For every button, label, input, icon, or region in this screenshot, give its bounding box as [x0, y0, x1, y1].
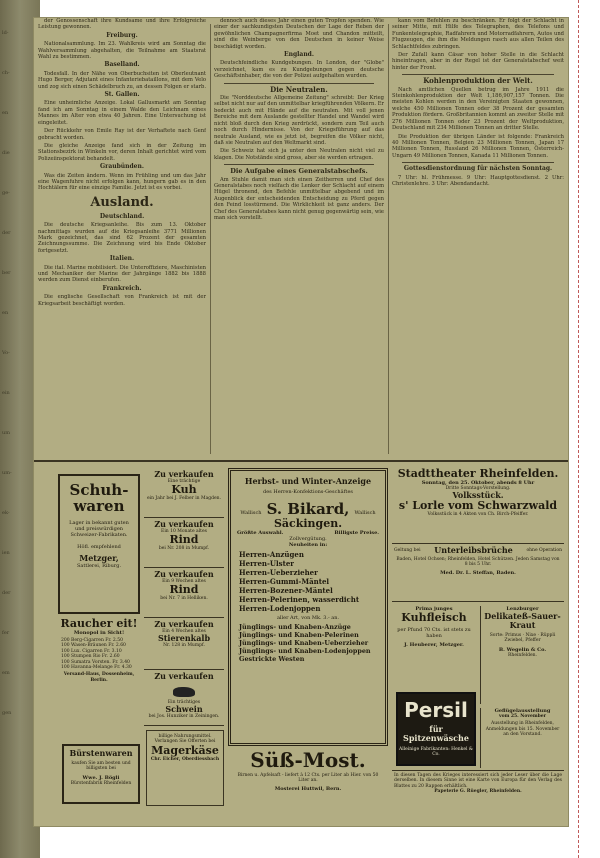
product-line: Herren-Gummi-Mäntel [239, 577, 330, 586]
paragraph: Der Rückkehr von Emile Ray ist der Verhaftete nach Genf gebracht worden. [38, 128, 206, 141]
product-line: Herren-Ueberzieher [239, 568, 318, 577]
margin-fragment: ch- [2, 70, 10, 76]
price-line: 100 Havanna-Melange Fr. 4.30 [61, 665, 132, 671]
ad-body: Ein trächtiges [167, 700, 201, 705]
ad-title: Bürstenwaren [69, 748, 133, 758]
ad-name: J. Heuberer, Metzger. [404, 642, 464, 648]
ad-genre: Volksstück. [452, 490, 504, 501]
paragraph: Die gleiche Anzeige fand sich in der Zeitung im Stationsbezirk in Winkeln vor, deren Inhalt gerichtet wird vom Polizeiinspektorat behandelt. [38, 142, 206, 162]
ad-body: Lager in bekannt guten und preiswürdigen Schweizer-Fabrikaten. [69, 520, 129, 538]
product-line: Jünglings- und Knaben-Pelerinen [239, 631, 359, 639]
ad-play: s' Lorle vom Schwarzwald [398, 499, 558, 513]
ad-rind-1 [144, 520, 224, 568]
ad-subtitle: vom 25. November [498, 714, 547, 719]
product-line: Gestrickte Westen [239, 655, 305, 663]
advertisement-section [34, 460, 568, 826]
product-line: Herren-Lodenjoppen [239, 604, 321, 613]
ad-address: Bürstenfabrik Rheinfelden [70, 780, 132, 786]
ad-text: Geltung bei [394, 547, 421, 553]
margin-fragment: em [2, 670, 10, 676]
ad-text: Neuheiten in: [288, 542, 328, 548]
paragraph: kann vom Befehlen zu beschränken. Er folgt der Schlacht in seiner Mitte, mit Hilfe des Telegraphen, des Telefons und Funkentelegraphie, Radfahrern und Motorradfahrern, Autos und Flugzeugen, die ihm die Meldungen rasch aus allen Teilen des Schlachtfeldes zubringen. [392, 18, 564, 50]
ad-kuhfleisch [392, 606, 476, 688]
ad-subtitle: Monopol in Sicht! [73, 630, 125, 636]
ad-date: Sonntag, den 25. Oktober, abends 8 Uhr [421, 480, 535, 486]
price-line: 200 Berg-Cigarren Fr. 2.50 [61, 638, 123, 643]
ad-title: Zu verkaufen [154, 520, 214, 529]
column-rule [388, 24, 389, 454]
ad-body: bei Nr. 7 in Helliken. [160, 596, 208, 602]
section-heading: Deutschland. [99, 212, 145, 220]
ad-title: Süß-Most. [250, 750, 366, 772]
section-heading: Italien. [109, 255, 135, 263]
article-column-2 [214, 18, 384, 458]
section-heading: St. Gallen. [104, 91, 140, 99]
divider [402, 74, 554, 75]
margin-fragment: ber [2, 270, 11, 276]
paragraph: 7 Uhr: hl. Frühmesse. 9 Uhr: Hauptgottesdienst. 2 Uhr: Christenlehre. 3 Uhr: Abendandacht. [392, 174, 564, 187]
ad-body: Birnen u. Apfelsaft - liefert à 12 Cts. per Liter ab Hier. von 50 Liter an. [237, 773, 379, 784]
section-title-ausland: Ausland. [90, 194, 154, 210]
ad-gefluegel [480, 708, 564, 768]
ad-price: aller Art, von Mk. 3.- an. [276, 615, 340, 621]
margin-fragment: fer [2, 630, 10, 636]
ad-name: Med. Dr. L. Steffan, Baden. [440, 569, 516, 576]
ad-text: ohne Operation [526, 547, 562, 553]
ad-landkarte [392, 770, 564, 810]
ad-text: Prima junges [415, 606, 453, 612]
product-line: Herren-Ulster [239, 559, 294, 568]
product-line: Jünglings- und Knaben-Anzüge [239, 623, 351, 631]
margin-fragment: ein [2, 390, 10, 396]
section-heading: Baselland. [104, 61, 140, 69]
margin-fragment: ek- [2, 510, 10, 516]
margin-fragment: en [2, 110, 9, 116]
article-title: Kohlenproduktion der Welt. [423, 76, 533, 86]
article-title: Die Neutralen. [270, 84, 328, 94]
product-line: Herren-Pelerinen, wasserdicht [239, 595, 360, 604]
ad-text: Wallisch [354, 510, 376, 516]
divider [402, 162, 554, 163]
margin-fragment: die [2, 150, 10, 156]
ad-title: Kuhfleisch [401, 611, 467, 624]
newspaper-page [34, 18, 568, 826]
margin-fragment: en [2, 310, 9, 316]
ad-body: billige Nahrungsmittel. Verlangen Sie Offerten bei [154, 734, 216, 745]
article-title: Die Aufgabe eines Generalstabschefs. [230, 167, 368, 176]
ad-headline: Rind [169, 533, 199, 547]
ad-tag: Billigste Preise. [334, 530, 379, 536]
page-margin-line [578, 0, 579, 858]
ad-name: Wwe. J. Bögli [82, 774, 120, 781]
ad-title: Zu verkaufen [154, 672, 214, 681]
ad-text: Lenzburger [506, 606, 539, 612]
margin-fragment: Vo- [2, 350, 10, 356]
ad-body: Eine trächtige [167, 479, 201, 484]
ad-name: Metzger, [79, 553, 119, 563]
ad-title: Zu verkaufen [154, 470, 214, 479]
ad-title: Stadttheater Rheinfelden. [397, 468, 559, 480]
price-line: 100 Stumpen Rio Fr. 2.60 [61, 654, 120, 660]
section-heading: Gottesdienstordnung für nächsten Sonntag. [403, 165, 553, 173]
paragraph: Der Zufall kann Cäsar von hoher Stelle in die Schlacht hineintragen, aber in der Regel ist der Generalstabschef weit hinter der Front. [392, 52, 564, 71]
product-line: Herren-Bozener-Mäntel [239, 586, 333, 595]
ad-title: Magerkäse [151, 743, 219, 757]
ad-persil [396, 692, 476, 766]
ad-tag: Größte Auswahl. [237, 530, 284, 536]
ad-name: Chr. Eicher, Oberdiessbach [150, 756, 220, 762]
ad-schuhwaren [58, 474, 140, 614]
paragraph: dennoch auch dieses Jahr einen guten Tropfen spenden. Wie einer der sachkundigsten Deutschen der Lage der Reben der gewöhnlichen Champagnerfirma Moet und Chandon mitteilt, sind die Weinberge von den Deutschen in keiner Weise beschädigt worden. [214, 18, 384, 50]
ad-body: Ausstellung in Rheinfelden, Anmeldungen bis 15. November an den Vorstand. [485, 721, 560, 738]
ad-unterleibsbrueche [392, 546, 564, 602]
ad-footer: Alleinige Fabrikanten: Henkel & Co. [399, 747, 473, 758]
ad-body: bei Jos. Hunziker in Zeiningen. [148, 714, 220, 720]
ad-title: Zu verkaufen [154, 570, 214, 579]
section-heading: Frankreich. [102, 284, 142, 292]
price-line: 100 Wasen-Bräunen Fr. 2.60 [61, 643, 126, 649]
ad-name: S. Bikard, [266, 500, 350, 518]
ad-body: kaufen Sie am besten und billigsten bei [71, 761, 131, 772]
ad-body: In diesen Tagen des Krieges interessiert sich jeder Leser über die Lage derselben. In diesem Sinne ist eine Karte von Europa für den Verlag des Blattes zu 20 Rappen erhältlich. [394, 773, 562, 789]
ad-herbst-winter [228, 468, 388, 746]
margin-fragment: um [2, 430, 10, 436]
paragraph: Die ital. Marine mobilisiert. Die Unteroffiziere, Maschinisten und Mechaniker der Marine der Jahrgänge 1882 bis 1888 werden zum Dienst einberufen. [38, 264, 206, 284]
margin-fragment: ien [2, 550, 10, 556]
margin-fragment: um- [2, 470, 12, 476]
margin-fragment: gen [2, 710, 12, 716]
ad-kuh [144, 470, 224, 518]
ad-title: Unterleibsbrüche [434, 546, 513, 555]
product-line: Jünglings- und Knaben-Ueberzieher [239, 639, 369, 647]
ad-title: Delikateß-Sauer-Kraut [484, 611, 561, 630]
ad-schwein [144, 672, 224, 726]
ad-footer: Mosterei Huttwil, Bern. [274, 785, 342, 792]
paragraph: Was die Zeiten ändern. Wenn im Frühling und um das Jahr eine Wagenfuhre nicht erfolgen kann, hungern gab es in den Hochtälern für eine einzige Familie. Jetzt ist es vorbei. [38, 172, 206, 192]
paragraph: Die "Norddeutsche Allgemeine Zeitung" schreibt: Der Krieg selbst nicht nur auf den unmittelbar kriegführenden Völkern. Er bedeckt auch mit Hände auf die neutralen. Mit voll jenen Bereiche mit dem Auslande gestellter Handel und Wandel wird nicht bloß durch den Krieg zerdrückt, sondern zum Teil auch noch durch Hindernisse. Von der Kriegsführung auf das neutrale Ausland, wie es jetzt ist, begreifen die Völker nicht, daß sie Neutralen auf den Weltmarkt sind. [214, 95, 384, 146]
ad-name: B. Wegelin & Co. [498, 646, 547, 653]
ad-title: Herbst- und Winter-Anzeige [244, 476, 372, 486]
column-rule [210, 24, 211, 454]
product-line: Herren-Anzügen [239, 550, 304, 559]
margin-fragment: ge- [2, 190, 10, 196]
ad-stadttheater [392, 468, 564, 544]
ad-body: Ein 10 Monate altes [161, 529, 207, 534]
ad-raucher [58, 618, 140, 740]
margin-fragment: der [2, 590, 11, 596]
ad-buerstenwaren [62, 744, 140, 804]
ad-headline: Stierenkalb [157, 633, 211, 644]
ad-body: Sorte: Primus · Nixe · Rüppli Zwiebel, Pfeffer [489, 633, 556, 644]
ad-title: Zu verkaufen [154, 620, 214, 629]
ad-sauerkraut [480, 606, 564, 704]
paragraph: Nach amtlichen Quellen betrug im Jahre 1911 die Steinkohlenproduktion der Welt 1,186,907,157 Tonnen. Die meisten Kohlen werden in den Vereinigten Staaten gewonnen, welche 450 Millionen Tonnen oder 38 Prozent der gesamten Produktion fördern. Großbritannien kommt an zweiter Stelle mit 276 Millionen Tonnen oder 23 Prozent der Weltproduktion, Deutschland mit 234 Millionen Tonnen an dritter Stelle. [392, 86, 564, 132]
ad-subtitle: für Spitzenwäsche [403, 724, 469, 743]
ad-text: Wallisch [240, 510, 262, 516]
ad-price: per Pfund 70 Cts. ist stets zu haben [397, 627, 471, 639]
paragraph: Eine unheimliche Anzeige. Lokal Gallusmarkt am Sonntag fand ich am Sonntag in einem Walde den Leichnam eines Mannes im Alter von etwa 40 Jahren. Eine Untersuchung ist eingeleitet. [38, 100, 206, 126]
ad-address: Sattlerei, Riburg. [76, 563, 122, 569]
paragraph: Todesfall. In der Nähe von Oberbuchsiten ist Oberleutnant Hugo Berger, Adjutant eines Infanteriebataillons, mit dem Velo und zog sich einen Schädelbruch zu, an dessen Folgen er starb. [38, 70, 206, 90]
ad-rind-2 [144, 570, 224, 618]
paragraph: Am Stuhle damit man sich einen Zeitherren und Chef des Generalstabes noch vielfach die Lenker der Schlacht auf einem Hügel thronend, den Befehle unmittelbar abgebend und im Augenblick der entscheidenden Entscheidung zu Pferd gegen den Feind losstürmend. Die Wirklichkeit ist ganz anders. Der Chef des Generalstabes kann nicht genug gegenwärtig sein, wie man sich vorstellt. [214, 176, 384, 221]
price-line: 100 Sumatra Vorsten. Fr. 3.40 [61, 659, 130, 665]
ad-footer: Versand-Haus, Dossenheim, Berlin. [63, 672, 135, 683]
section-heading: England. [284, 51, 314, 59]
ad-body: Volksstück in 4 Akten von Ch. Birch-Pfeiffer. [427, 512, 529, 518]
paragraph: der Genossenschaft ihre Kundsame und ihre Erfolgreiche Leistung gewonnen. [38, 18, 206, 31]
paragraph: Nationalsammlung. Im 23. Wahlkreis wird am Sonntag die Wahlversammlung abgehalten, die Teilnahme am Staatsrat Wahl zu bestimmen. [38, 41, 206, 61]
article-column-3 [392, 18, 564, 458]
ad-subtitle: des Herren-Konfektions-Geschäftes [263, 489, 353, 495]
section-heading: Graubünden. [100, 163, 144, 171]
ad-body: Ein 4 Wochen altes [162, 629, 206, 634]
ad-title: Schuh-waren [69, 481, 129, 515]
divider [224, 164, 374, 165]
paragraph: Die deutsche Kriegsanleihe. Bis zum 13. Oktober nachmittags wurden auf die Kriegsanleihe 3771 Millionen Mark gezeichnet, das sind 62 Prozent der gesamten Zeichnungssumme. Die Zeichnung wird bis Ende Oktober fortgesetzt. [38, 222, 206, 254]
ad-text: Zollvergütung. [289, 536, 327, 542]
ad-body: Baden, Hotel Ochsen; Rheinfelden, Hotel Schützen. Jeden Samstag von 8 bis 5 Uhr. [396, 557, 560, 568]
product-line: Jünglings- und Knaben-Lodenjoppen [239, 647, 371, 655]
ad-stierkalb [144, 620, 224, 670]
pig-icon [173, 687, 195, 697]
ad-text: Höfl. empfehlend [77, 544, 121, 550]
ad-subtitle: Dritte Sonntags-Vorstellung. [445, 486, 511, 491]
ad-body: ein Jahr bei J. Felber in Magden. [146, 496, 222, 502]
divider [224, 83, 374, 84]
paragraph: Die Schweiz hat sich ja unter den Neutralen nicht viel zu klagen. Die Notstände sind gross, aber sie werden ertragen. [214, 148, 384, 161]
margin-fragment: der [2, 230, 11, 236]
section-heading: Freiburg. [106, 31, 138, 39]
article-column-1 [38, 18, 206, 458]
paragraph: Die Produktion der übrigen Länder ist folgende: Frankreich 40 Millionen Tonnen, Belgien 23 Millionen Tonnen, Japan 17 Millionen Tonnen, Russland 26 Millionen Tonnen, Österreich-Ungarn 49 Millionen Tonnen, Kanada 11 Millionen Tonnen. [392, 133, 564, 159]
ad-headline: Kuh [171, 483, 197, 497]
paragraph: Die englische Gesellschaft von Frankreich ist mit der Kriegsarbeit beschäftigt worden. [38, 294, 206, 307]
paragraph: Deutschfeindliche Kundgebungen. In London, der "Globe" verzeichnet, kam es zu Kundgebungen gegen deutsche Geschäftsinhaber, die von der Polizei aufgehalten wurden. [214, 60, 384, 80]
ad-body: Nr. 128 in Mumpf. [163, 643, 205, 649]
ad-title: Persil [404, 698, 468, 722]
ad-headline: Schwein [165, 704, 203, 715]
ad-magerkaese [146, 730, 224, 806]
ad-title: Geflügelausstellung [494, 708, 551, 714]
ad-headline: Rind [169, 583, 199, 597]
ad-body: bei Nr. 208 in Mumpf. [158, 546, 210, 552]
ad-name: Papeterie G. Rüegler, Rheinfelden. [434, 789, 522, 795]
ad-title: Raucher eit! [60, 618, 138, 630]
ad-city: Säckingen. [273, 517, 343, 530]
margin-fragment: ld- [2, 30, 9, 36]
ad-suessmost [228, 750, 388, 808]
price-line: 100 Lux. Cigarren Fr. 3.10 [61, 648, 122, 654]
ad-body: Ein 9 Wochen altes [162, 579, 206, 584]
ad-city: Rheinfelden. [508, 652, 537, 658]
